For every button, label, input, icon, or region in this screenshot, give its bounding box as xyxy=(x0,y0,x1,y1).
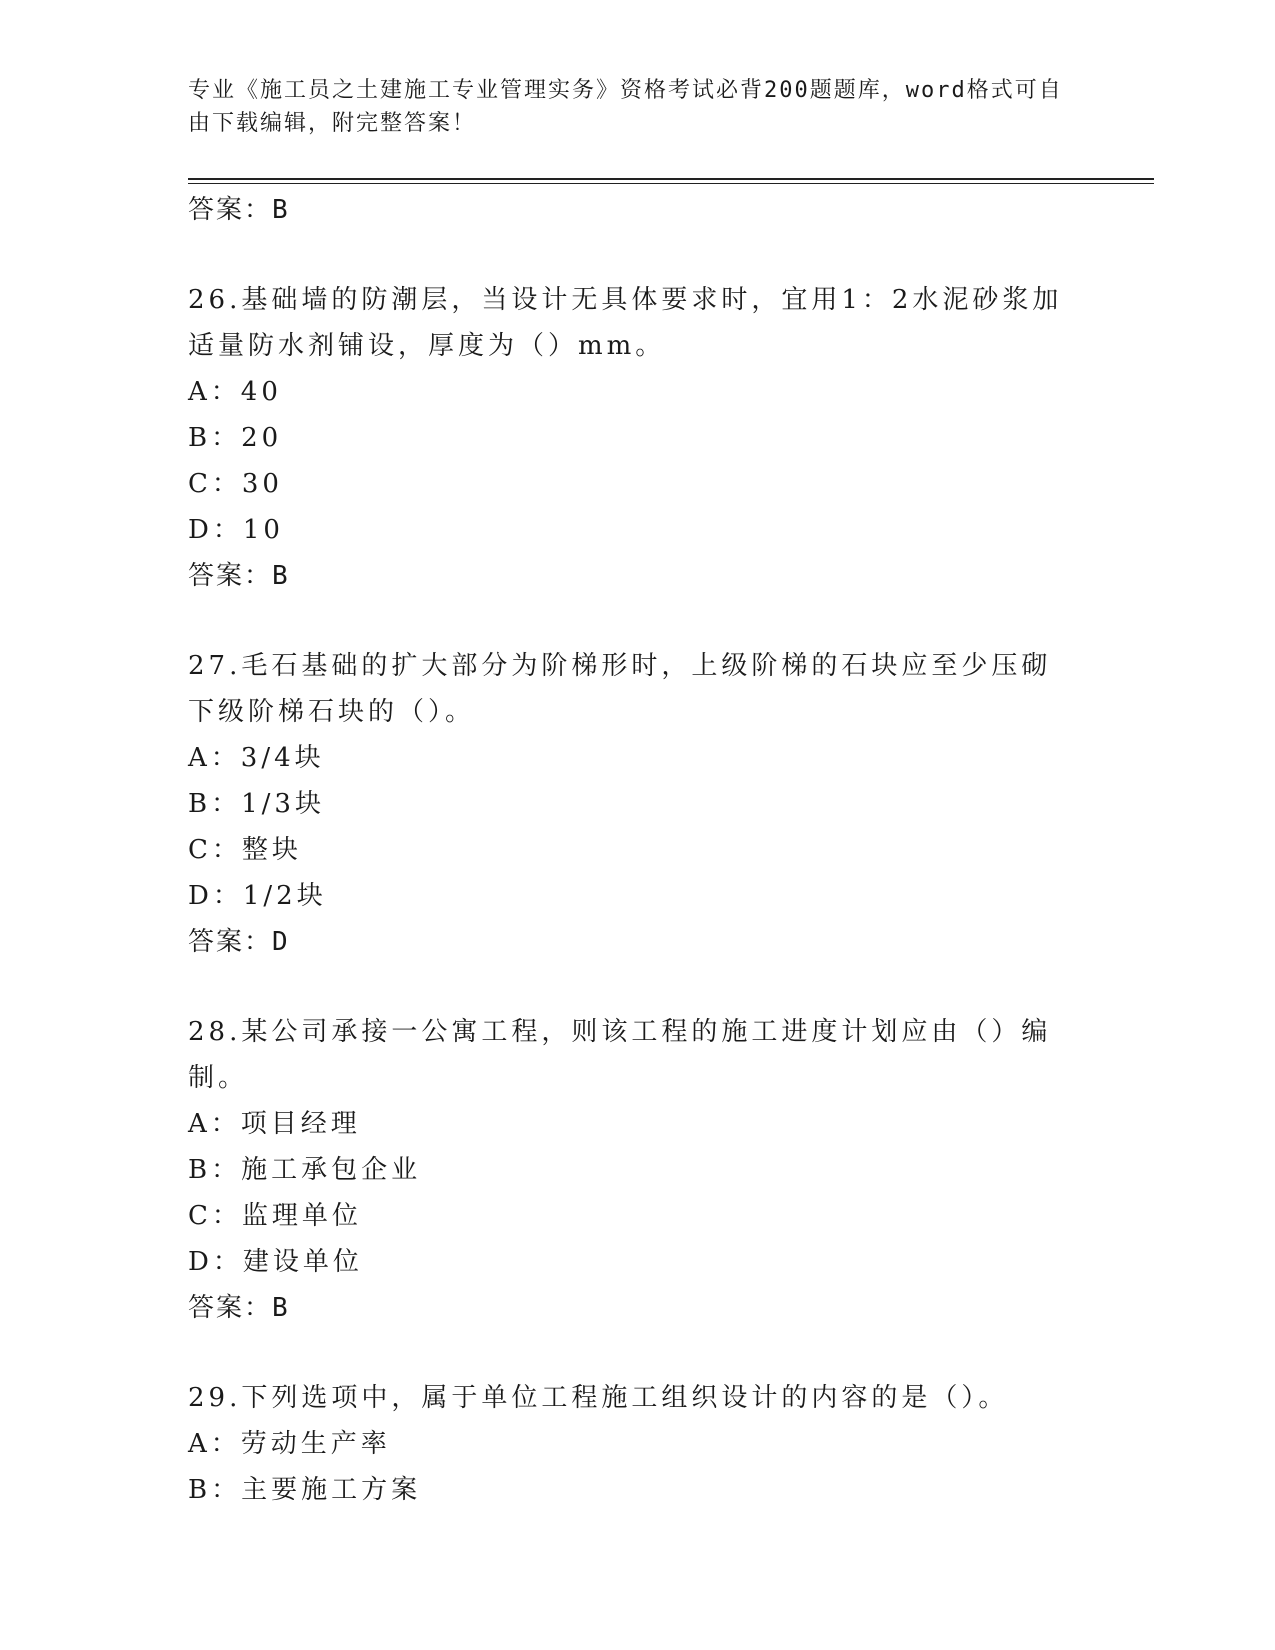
answer-text: 答案：B xyxy=(188,561,290,591)
question-text: 27.毛石基础的扩大部分为阶梯形时，上级阶梯的石块应至少压砌下级阶梯石块的（）。 xyxy=(188,651,1052,727)
option-d: D：10 xyxy=(188,515,284,545)
question-block-27 xyxy=(188,643,1148,965)
option-d: D：1/2块 xyxy=(188,881,327,911)
option-b: B：施工承包企业 xyxy=(188,1155,422,1185)
question-block-26 xyxy=(188,277,1148,599)
answer-text: 答案：B xyxy=(188,195,290,225)
answer-text: 答案：B xyxy=(188,1293,290,1323)
option-a: A：40 xyxy=(188,377,282,407)
option-c: C：30 xyxy=(188,469,283,499)
document-header: 专业《施工员之土建施工专业管理实务》资格考试必背200题题库，word格式可自由下载编辑，附完整答案！ xyxy=(188,78,1063,136)
answer-text: 答案：D xyxy=(188,927,290,957)
option-a: A：项目经理 xyxy=(188,1109,361,1139)
question-text: 28.某公司承接一公寓工程，则该工程的施工进度计划应由（）编制。 xyxy=(188,1017,1052,1093)
header-divider-thick xyxy=(188,178,1154,180)
header-divider-thin xyxy=(188,183,1154,184)
option-d: D：建设单位 xyxy=(188,1247,363,1277)
question-text: 26.基础墙的防潮层，当设计无具体要求时，宜用1：2水泥砂浆加适量防水剂铺设，厚度为（）mm。 xyxy=(188,285,1063,361)
option-a: A：3/4块 xyxy=(188,743,325,773)
option-b: B：20 xyxy=(188,423,283,453)
option-b: B：主要施工方案 xyxy=(188,1475,422,1505)
option-c: C：整块 xyxy=(188,835,302,865)
option-c: C：监理单位 xyxy=(188,1201,362,1231)
question-block-28 xyxy=(188,1009,1148,1331)
question-block-29 xyxy=(188,1375,1148,1513)
document-content xyxy=(188,187,1148,1557)
option-b: B：1/3块 xyxy=(188,789,325,819)
previous-answer-block xyxy=(188,187,1148,233)
question-text: 29.下列选项中，属于单位工程施工组织设计的内容的是（）。 xyxy=(188,1383,1009,1413)
option-a: A：劳动生产率 xyxy=(188,1429,391,1459)
